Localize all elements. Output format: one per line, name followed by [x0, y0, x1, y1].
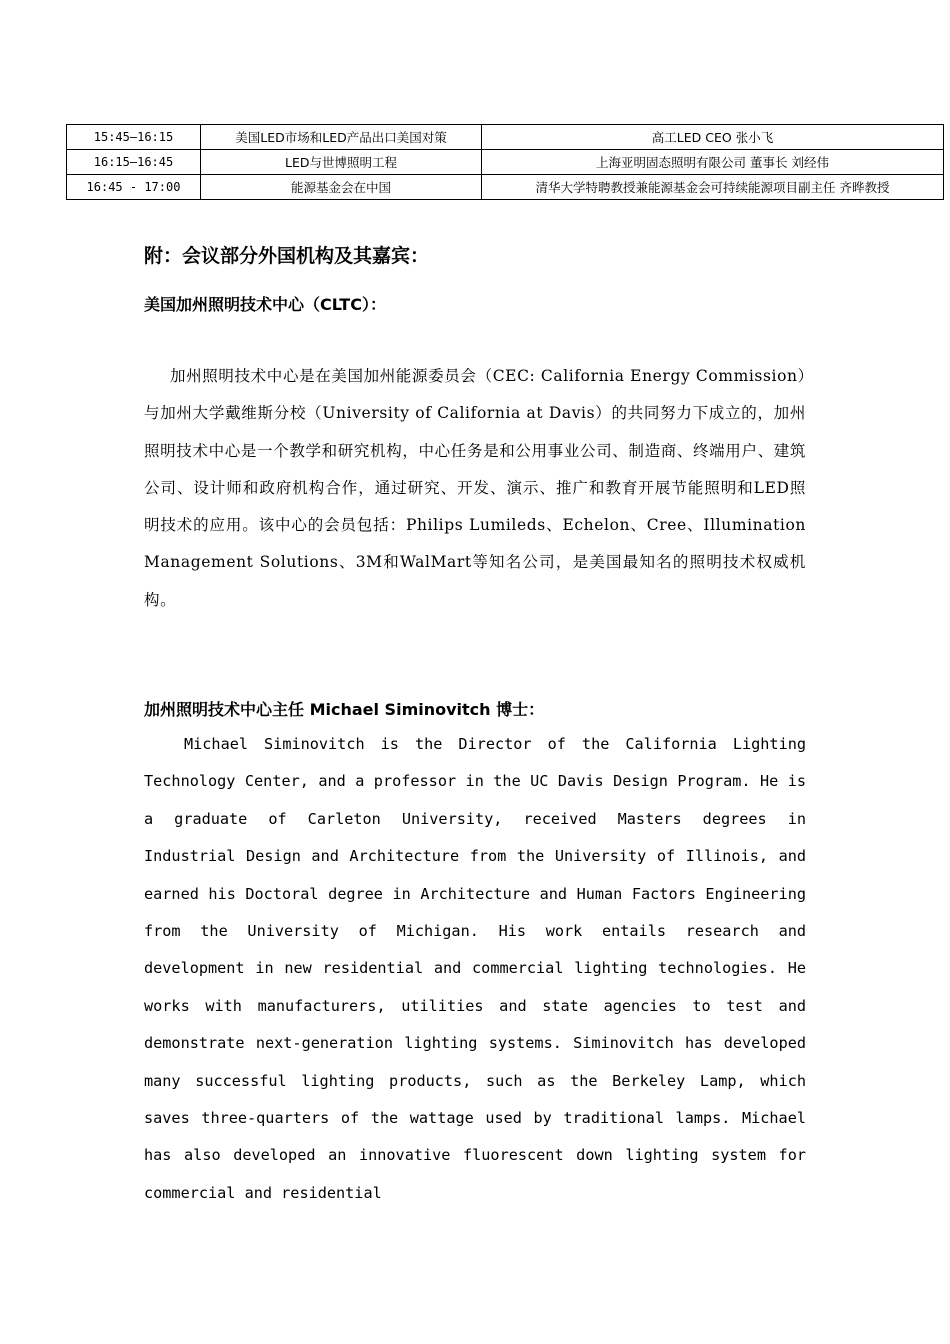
session-speaker: 高工LED CEO 张小飞 — [482, 125, 944, 150]
table-row — [67, 125, 944, 150]
session-topic: 能源基金会在中国 — [201, 175, 482, 200]
session-time: 16:45 - 17:00 — [67, 175, 201, 200]
session-topic: 美国LED市场和LED产品出口美国对策 — [201, 125, 482, 150]
director-bio: Michael Siminovitch is the Director of the California Lighting Technology Center, and a professor in the UC Davis Design Program. He is a graduate of Carleton University, received Masters degrees in Industrial Design and Architecture from the University of Illinois, and earned his Doctoral degree in Architecture and Human Factors Engineering from the University of Michigan. His work entails research and development in new residential and commercial lighting technologies. He works with manufacturers, utilities and state agencies to test and demonstrate next-generation lighting systems. Siminovitch has developed many successful lighting products, such as the Berkeley Lamp, which saves three-quarters of the wattage used by traditional lamps. Michael has also developed an innovative fluorescent down lighting system for commercial and residential — [144, 735, 806, 1202]
org-description: 加州照明技术中心是在美国加州能源委员会（CEC: California Energy Commission）与加州大学戴维斯分校（University of California at Davis）的共同努力下成立的，加州照明技术中心是一个教学和研究机构，中心任务是和公用事业公司、制造商、终端用户、建筑公司、设计师和政府机构合作，通过研究、开发、演示、推广和教育开展节能照明和LED照明技术的应用。该中心的会员包括：Philips Lumileds、Echelon、Cree、Illumination Management Solutions、3M和WalMart等知名公司，是美国最知名的照明技术权威机构。 — [144, 367, 806, 609]
table-row — [67, 175, 944, 200]
schedule-table — [66, 124, 944, 200]
session-time: 16:15—16:45 — [67, 150, 201, 175]
table-row — [67, 150, 944, 175]
session-topic: LED与世博照明工程 — [201, 150, 482, 175]
session-speaker: 清华大学特聘教授兼能源基金会可持续能源项目副主任 齐晔教授 — [482, 175, 944, 200]
session-speaker: 上海亚明固态照明有限公司 董事长 刘经伟 — [482, 150, 944, 175]
appendix-heading: 附：会议部分外国机构及其嘉宾： — [144, 245, 430, 267]
director-title: 加州照明技术中心主任 Michael Siminovitch 博士： — [144, 700, 545, 719]
session-time: 15:45—16:15 — [67, 125, 201, 150]
org-title: 美国加州照明技术中心（CLTC）： — [144, 295, 386, 314]
